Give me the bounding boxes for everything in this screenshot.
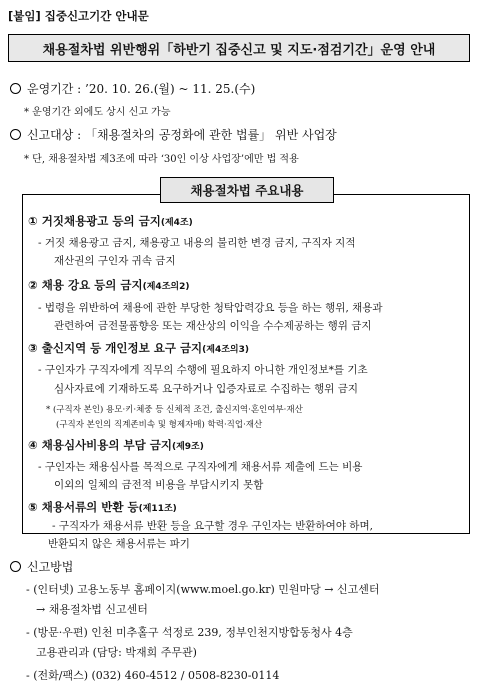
section-text: - 법령을 위반하여 채용에 관한 부당한 청탁압력강요 등을 하는 행위, 채용과 [38, 302, 383, 314]
circle-bullet-icon [10, 83, 21, 94]
method-line [10, 558, 73, 575]
method-item: 고용관리과 (담당: 박재희 주무관) [36, 646, 197, 659]
section-footnote: (구직자 본인의 직계존비속 및 형제자매) 학력·직업·재산 [56, 420, 263, 430]
section-heading: ⑤ 채용서류의 반환 등(제11조) [28, 500, 177, 514]
section-text: - 거짓 채용광고 금지, 채용광고 내용의 불리한 변경 금지, 구직자 지적 [38, 237, 356, 249]
target-note: * 단, 채용절차법 제3조에 따라 ‘30인 이상 사업장’에만 법 적용 [24, 154, 299, 165]
box-title: 채용절차법 주요내용 [160, 177, 334, 203]
section-heading: ② 채용 강요 등의 금지(제4조의2) [28, 278, 190, 292]
section-text: 이외의 일체의 금전적 비용을 부담시키지 못함 [54, 479, 264, 491]
period-note: * 운영기간 외에도 상시 신고 가능 [24, 107, 171, 118]
target-label: 신고대상 : 「채용절차의 공정화에 관한 법률」 위반 사업장 [27, 128, 337, 142]
period-label: 운영기간 : ’20. 10. 26.(월) ~ 11. 25.(수) [27, 82, 256, 96]
attachment-label: [붙임] 집중신고기간 안내문 [8, 9, 149, 23]
period-line [10, 80, 255, 97]
method-item: - (전화/팩스) (032) 460-4512 / 0508-8230-0114 [26, 669, 280, 682]
method-item: - (방문·우편) 인천 미추홀구 석정로 239, 정부인천지방합동청사 4층 [26, 626, 353, 639]
section-text: 관련하여 금전물품향응 또는 재산상의 이익을 수수제공하는 행위 금지 [54, 320, 372, 332]
section-text: 반환되지 않은 채용서류는 파기 [48, 538, 190, 550]
method-item: → 채용절차법 신고센터 [36, 603, 148, 616]
section-text: - 구인자는 채용심사를 목적으로 구직자에게 채용서류 제출에 드는 비용 [38, 461, 363, 473]
section-text: - 구인자가 구직자에게 직무의 수행에 필요하지 아니한 개인정보*를 기초 [38, 364, 368, 376]
section-text: 심사자료에 기재하도록 요구하거나 입증자료로 수집하는 행위 금지 [54, 383, 359, 395]
section-text: - 구직자가 채용서류 반환 등을 요구할 경우 구인자는 반환하여야 하며, [52, 520, 373, 532]
section-heading: ① 거짓채용광고 등의 금지(제4조) [28, 214, 193, 228]
section-footnote: * (구직자 본인) 용모·키·체중 등 신체적 조건, 출신지역·혼인여부·재산 [46, 405, 303, 415]
notice-title: 채용절차법 위반행위「하반기 집중신고 및 지도·점검기간」운영 안내 [8, 34, 470, 62]
section-heading: ③ 출신지역 등 개인정보 요구 금지(제4조의3) [28, 341, 250, 355]
circle-bullet-icon [10, 561, 21, 572]
section-heading: ④ 채용심사비용의 부담 금지(제9조) [28, 438, 204, 452]
circle-bullet-icon [10, 129, 21, 140]
method-item: - (인터넷) 고용노동부 홈페이지(www.moel.go.kr) 민원마당 → 신고센터 [26, 583, 380, 596]
section-text: 재산권의 구인자 귀속 금지 [54, 255, 176, 267]
method-label: 신고방법 [27, 560, 74, 574]
target-line [10, 126, 337, 143]
